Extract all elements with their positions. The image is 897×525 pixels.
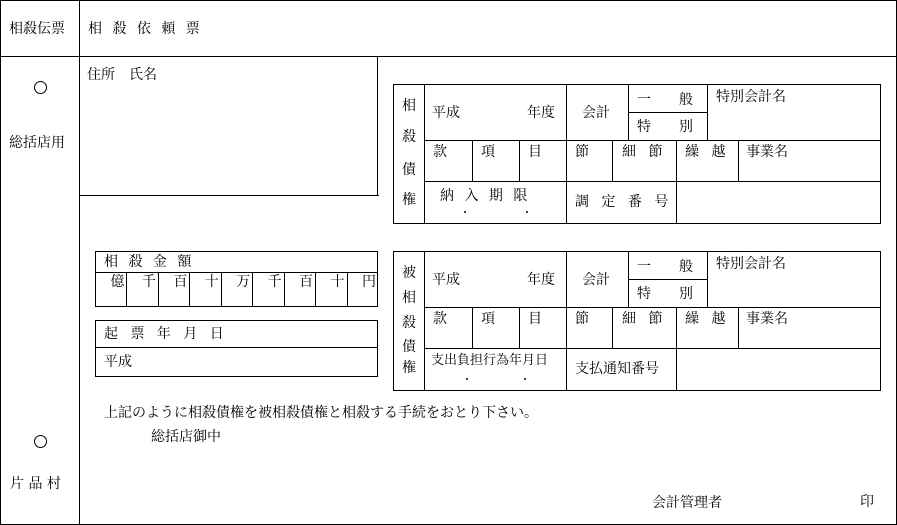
counter-col-line-f bbox=[612, 307, 613, 348]
claim-col-line-f bbox=[612, 140, 613, 181]
counter-col-line-d bbox=[472, 307, 473, 348]
seal-mark: 印 bbox=[860, 494, 874, 510]
counter-kan: 款 bbox=[433, 311, 447, 327]
counter-col-line-a bbox=[566, 251, 567, 391]
counter-account: 会計 bbox=[582, 272, 610, 288]
claim-setsu: 節 bbox=[575, 144, 589, 160]
slip-type-label: 相殺伝票 bbox=[9, 21, 65, 37]
counter-kurikoshi: 繰 越 bbox=[685, 311, 730, 327]
counter-label-divider bbox=[424, 251, 425, 391]
claim-special-account-name: 特別会計名 bbox=[716, 89, 786, 105]
claim-era: 平成 bbox=[432, 105, 460, 121]
amount-unit-6: 百 bbox=[299, 274, 314, 290]
counter-date-dot-2 bbox=[524, 378, 526, 380]
claim-vertical-label-2: 殺 bbox=[402, 129, 416, 145]
counter-kou: 項 bbox=[481, 311, 495, 327]
claim-due-dot-1 bbox=[464, 211, 466, 213]
form-title: 相 殺 依 頼 票 bbox=[88, 21, 203, 37]
claim-col-line-e bbox=[519, 140, 520, 181]
claim-col-line-g bbox=[676, 140, 677, 224]
counter-commitment-date: 支出負担行為年月日 bbox=[431, 353, 549, 368]
counter-vertical-label-4: 債 bbox=[402, 339, 416, 355]
counter-general: 一 般 bbox=[637, 259, 693, 275]
claim-row2-line bbox=[424, 181, 881, 182]
claim-col-line-a bbox=[566, 84, 567, 224]
amount-cell-divider bbox=[158, 272, 159, 307]
claim-adjustment-no: 調 定 番 号 bbox=[575, 194, 673, 210]
claim-due-date: 納 入 期 限 bbox=[440, 188, 531, 204]
amount-cell-divider bbox=[221, 272, 222, 307]
counter-col-line-c bbox=[707, 251, 708, 307]
counter-col-line-b bbox=[628, 251, 629, 307]
amount-unit-1: 千 bbox=[141, 274, 156, 290]
amount-unit-2: 百 bbox=[173, 274, 188, 290]
amount-unit-4: 万 bbox=[236, 274, 251, 290]
claim-moku: 目 bbox=[528, 144, 542, 160]
claim-kan: 款 bbox=[433, 144, 447, 160]
claim-vertical-label-3: 債 bbox=[402, 162, 416, 178]
amount-cell-divider bbox=[189, 272, 190, 307]
request-addressee: 総括店御中 bbox=[151, 429, 221, 445]
counter-col-line-e bbox=[519, 307, 520, 348]
claim-general-special-divider bbox=[628, 112, 707, 113]
bottom-circle-mark bbox=[34, 435, 47, 448]
claim-kou: 項 bbox=[481, 144, 495, 160]
issue-date-era: 平成 bbox=[104, 354, 132, 370]
claim-col-line-h bbox=[738, 140, 739, 181]
counter-col-line-g bbox=[676, 307, 677, 391]
claim-vertical-label-1: 相 bbox=[402, 98, 416, 114]
claim-label-divider bbox=[424, 84, 425, 224]
counter-special-account-name: 特別会計名 bbox=[716, 256, 786, 272]
amount-cell-divider bbox=[252, 272, 253, 307]
claim-project-name: 事業名 bbox=[746, 144, 788, 160]
amount-unit-0: 億 bbox=[110, 274, 125, 290]
claim-due-dot-2 bbox=[526, 211, 528, 213]
counter-col-line-h bbox=[738, 307, 739, 348]
amount-cell-divider bbox=[284, 272, 285, 307]
counter-date-dot-1 bbox=[466, 378, 468, 380]
counter-project-name: 事業名 bbox=[746, 311, 788, 327]
claim-col-line-b bbox=[628, 84, 629, 140]
counter-general-special-divider bbox=[628, 279, 707, 280]
accounting-manager-label: 会計管理者 bbox=[652, 495, 722, 511]
address-name-label: 住所 氏名 bbox=[87, 67, 157, 83]
amount-unit-7: 十 bbox=[330, 274, 345, 290]
top-circle-mark bbox=[34, 81, 47, 94]
amount-cell-divider bbox=[315, 272, 316, 307]
counter-era: 平成 bbox=[432, 272, 460, 288]
counter-vertical-label-5: 権 bbox=[402, 360, 416, 376]
village-label: 片 品 村 bbox=[10, 476, 61, 492]
issue-date-line bbox=[95, 347, 378, 348]
amount-label-line bbox=[95, 272, 378, 273]
claim-account: 会計 bbox=[582, 105, 610, 121]
issue-date-label: 起 票 年 月 日 bbox=[104, 326, 228, 342]
branch-use-label: 総括店用 bbox=[9, 135, 65, 151]
claim-row1-line bbox=[424, 140, 881, 141]
address-bottom-line bbox=[79, 195, 379, 196]
claim-col-line-c bbox=[707, 84, 708, 140]
amount-cell-divider bbox=[347, 272, 348, 307]
counter-moku: 目 bbox=[528, 311, 542, 327]
counter-vertical-label-3: 殺 bbox=[402, 315, 416, 331]
claim-vertical-label-4: 権 bbox=[402, 192, 416, 208]
counter-saisetsu: 細 節 bbox=[622, 311, 667, 327]
request-statement: 上記のように相殺債権を被相殺債権と相殺する手続をおとり下さい。 bbox=[104, 405, 538, 421]
counter-payment-notice-no: 支払通知番号 bbox=[575, 361, 659, 377]
counter-special: 特 別 bbox=[637, 286, 693, 302]
amount-unit-3: 十 bbox=[204, 274, 219, 290]
amount-unit-5: 千 bbox=[267, 274, 282, 290]
amount-unit-8: 円 bbox=[362, 274, 376, 290]
amount-cell-divider bbox=[126, 272, 127, 307]
claim-saisetsu: 細 節 bbox=[622, 144, 667, 160]
amount-label: 相 殺 金 額 bbox=[104, 254, 195, 270]
counter-vertical-label-2: 相 bbox=[402, 290, 416, 306]
claim-special: 特 別 bbox=[637, 119, 693, 135]
counter-vertical-label-1: 被 bbox=[402, 265, 416, 281]
counter-row1-line bbox=[424, 307, 881, 308]
counter-setsu: 節 bbox=[575, 311, 589, 327]
claim-fiscal-year: 年度 bbox=[527, 105, 555, 121]
claim-general: 一 般 bbox=[637, 92, 693, 108]
claim-col-line-d bbox=[472, 140, 473, 181]
claim-kurikoshi: 繰 越 bbox=[685, 144, 730, 160]
counter-row2-line bbox=[424, 348, 881, 349]
counter-fiscal-year: 年度 bbox=[527, 272, 555, 288]
